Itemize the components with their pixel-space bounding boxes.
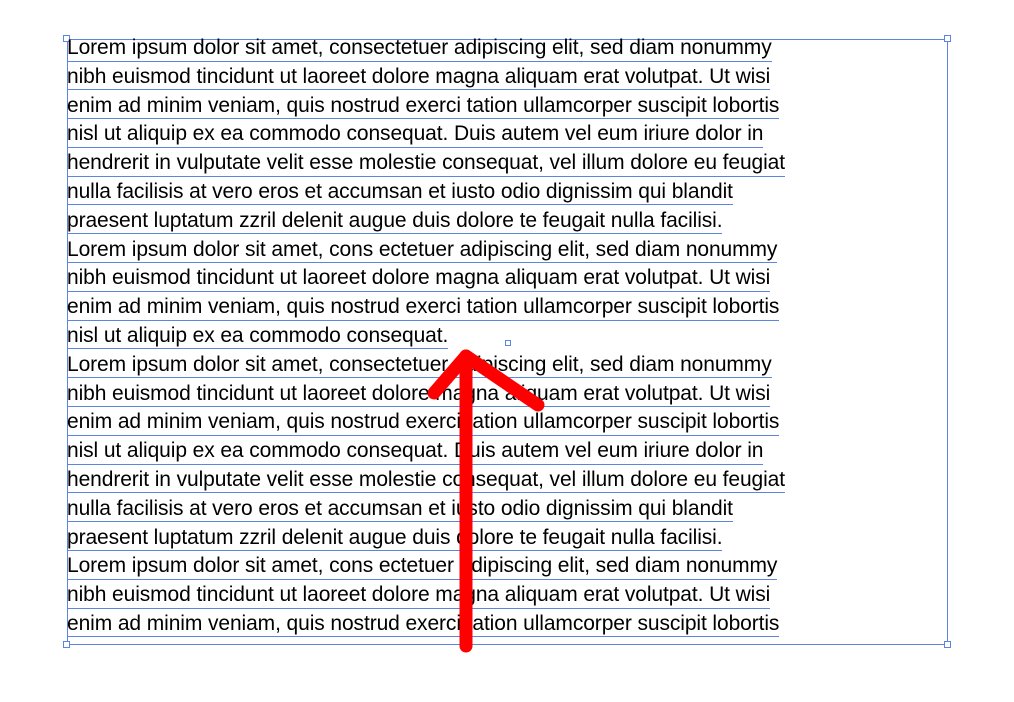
text-line-content: nulla facilisis at vero eros et accumsan et iusto odio dignissim qui blandit <box>67 180 733 206</box>
text-line-content: enim ad minim veniam, quis nostrud exerci tation ullamcorper suscipit lobortis <box>67 295 779 321</box>
text-line <box>67 353 947 382</box>
resize-handle-bottom-left[interactable] <box>63 641 70 648</box>
text-line <box>67 266 947 295</box>
text-line-content: Lorem ipsum dolor sit amet, cons ectetuer adipiscing elit, sed diam nonummy <box>67 554 777 580</box>
text-line <box>67 65 947 94</box>
text-line <box>67 122 947 151</box>
text-line-content: nisl ut aliquip ex ea commodo consequat. Duis autem vel eum iriure dolor in <box>67 122 763 148</box>
text-line-content: hendrerit in vulputate velit esse molestie consequat, vel illum dolore eu feugiat <box>67 468 785 494</box>
text-line <box>67 324 947 353</box>
text-line-content: praesent luptatum zzril delenit augue duis dolore te feugait nulla facilisi. <box>67 526 722 552</box>
text-line <box>67 410 947 439</box>
text-line <box>67 439 947 468</box>
text-line <box>67 151 947 180</box>
text-line <box>67 612 947 641</box>
text-line <box>67 238 947 267</box>
text-line-content: nibh euismod tincidunt ut laoreet dolore magna aliquam erat volutpat. Ut wisi <box>67 382 770 408</box>
text-line-content: enim ad minim veniam, quis nostrud exerci tation ullamcorper suscipit lobortis <box>67 94 779 120</box>
text-line <box>67 554 947 583</box>
text-line-content: nibh euismod tincidunt ut laoreet dolore magna aliquam erat volutpat. Ut wisi <box>67 65 770 91</box>
text-line-content: enim ad minim veniam, quis nostrud exerci tation ullamcorper suscipit lobortis <box>67 612 779 638</box>
text-line-content: enim ad minim veniam, quis nostrud exerci tation ullamcorper suscipit lobortis <box>67 410 779 436</box>
text-line <box>67 468 947 497</box>
text-line-content: nibh euismod tincidunt ut laoreet dolore magna aliquam erat volutpat. Ut wisi <box>67 266 770 292</box>
text-line <box>67 36 947 65</box>
resize-handle-bottom-right[interactable] <box>944 641 951 648</box>
text-line-content: Lorem ipsum dolor sit amet, consectetuer adipiscing elit, sed diam nonummy <box>67 36 772 62</box>
text-line <box>67 180 947 209</box>
text-line-content: hendrerit in vulputate velit esse molestie consequat, vel illum dolore eu feugiat <box>67 151 785 177</box>
text-line <box>67 295 947 324</box>
text-line <box>67 497 947 526</box>
text-frame-content[interactable] <box>67 36 947 641</box>
text-line-content: praesent luptatum zzril delenit augue duis dolore te feugait nulla facilisi. <box>67 209 722 235</box>
text-line-content: Lorem ipsum dolor sit amet, cons ectetuer adipiscing elit, sed diam nonummy <box>67 238 777 264</box>
text-line <box>67 382 947 411</box>
text-line-content: nisl ut aliquip ex ea commodo consequat. Duis autem vel eum iriure dolor in <box>67 439 763 465</box>
text-line <box>67 209 947 238</box>
text-line-content: Lorem ipsum dolor sit amet, consectetuer adipiscing elit, sed diam nonummy <box>67 353 772 379</box>
text-line-content: nisl ut aliquip ex ea commodo consequat. <box>67 324 448 350</box>
text-line <box>67 94 947 123</box>
text-line <box>67 583 947 612</box>
text-line-content: nibh euismod tincidunt ut laoreet dolore magna aliquam erat volutpat. Ut wisi <box>67 583 770 609</box>
text-line-content: nulla facilisis at vero eros et accumsan et iusto odio dignissim qui blandit <box>67 497 733 523</box>
text-line <box>67 526 947 555</box>
